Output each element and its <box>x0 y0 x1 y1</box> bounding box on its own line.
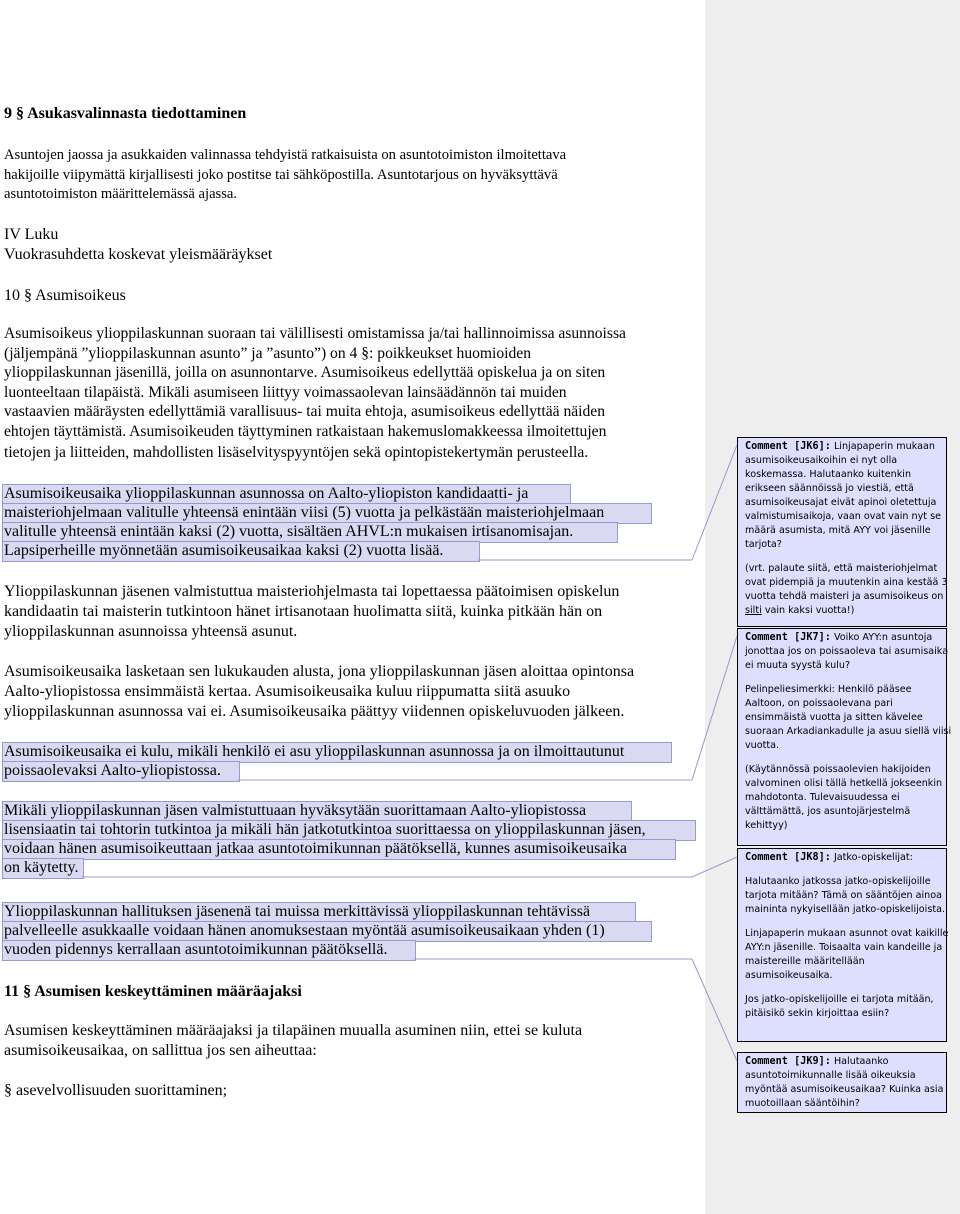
comment-tag: Comment [JK6]: <box>745 441 831 452</box>
connector-jk8 <box>692 857 737 877</box>
comment-tag: Comment [JK8]: <box>745 852 831 863</box>
comment-jk7[interactable] <box>737 628 952 846</box>
section-10-para1-line: luonteeltaan tilapäistä. Mikäli asumiseen liittyy voimassaolevan lainsäädännön tai muiden <box>4 383 567 401</box>
section-10-para5-line: poissaolevaksi Aalto-yliopistossa. <box>4 762 221 779</box>
comment-text: AYY:n jäsenille. Toisaalta vain kandeille ja <box>745 942 943 953</box>
comment-text: maininta nykyisellään jatko-opiskelijoista. <box>745 904 946 915</box>
section-10-para1-line: (jäljempänä ”ylioppilaskunnan asunto” ja ”asunto”) on 4 §: poikkeukset huomioiden <box>4 344 532 362</box>
section-10-para6-line: lisensiaatin tai tohtorin tutkintoa ja mikäli hän jatkotutkintoa suorittaessa on ylioppilaskunnan jäsen, <box>4 821 646 838</box>
section-10-para6-line: Mikäli ylioppilaskunnan jäsen valmistuttuaan hyväksytään suorittamaan Aalto-yliopistossa <box>4 802 587 819</box>
comment-text: vain kaksi vuotta!) <box>761 605 855 616</box>
comment-jk9[interactable] <box>737 1052 947 1113</box>
section-10-para4-line: ylioppilaskunnan asunnossa vai ei. Asumisoikeusaika päättyy viidennen opiskeluvuoden jälkeen. <box>4 703 625 720</box>
section-10-para2-line: maisteriohjelmaan valitulle yhteensä enintään viisi (5) vuotta ja pelkästään maisteriohjelmaan <box>4 504 605 521</box>
comment-jk6[interactable] <box>737 437 947 627</box>
section-11-line: Asumisen keskeyttäminen määräajaksi ja tilapäinen muualla asuminen niin, ettei se kuluta <box>4 1022 583 1039</box>
comment-text: tarjota? <box>745 539 782 550</box>
section-10-para1-line: Asumisoikeus ylioppilaskunnan suoraan tai välillisesti omistamissa ja/tai hallinnoimissa asunnoissa <box>4 325 626 342</box>
comment-text: mahdotonta. Tulevaisuudessa ei <box>745 792 900 803</box>
section-10-para7-line: vuoden pidennys kerrallaan asuntotoimikunnan päätöksellä. <box>4 941 388 958</box>
comment-text: valmistumisaikoja, vaan ovat vain nyt se <box>745 511 941 522</box>
comment-text: määrä asumista, mitä AYY voi jäsenille <box>745 525 931 536</box>
comment-text: Voiko AYY:n asuntoja <box>833 632 933 643</box>
comment-text: asumisoikeusaikoihin ei nyt olla <box>745 455 898 466</box>
section-10-para2-line: Asumisoikeusaika ylioppilaskunnan asunnossa on Aalto-yliopiston kandidaatti- ja <box>4 485 529 502</box>
section-10-para5-line: Asumisoikeusaika ei kulu, mikäli henkilö ei asu ylioppilaskunnan asunnossa ja on ilmoittautunut <box>4 743 625 760</box>
comment-jk8[interactable] <box>737 848 947 1042</box>
section-10-para2-line: Lapsiperheille myönnetään asumisoikeusaikaa kaksi (2) vuotta lisää. <box>4 542 444 559</box>
comment-text: (vrt. palaute siitä, että maisteriohjelmat <box>745 563 938 574</box>
section-10-para7-line: palvelleelle asukkaalle voidaan hänen anomuksestaan myöntää asumisoikeusaikaan yhden (1) <box>4 922 605 939</box>
comment-text: tarjota mitään? Tämä on sääntöjen ainoa <box>745 890 942 901</box>
chapter-title: Vuokrasuhdetta koskevat yleismääräykset <box>4 246 273 263</box>
comment-underlined-word: silti <box>745 605 762 616</box>
comment-text: vuotta. <box>745 740 780 751</box>
comment-text: välttämättä, jos asuntojärjestelmä <box>745 806 911 817</box>
comment-text: maistereille määritellään <box>745 956 865 967</box>
section-9-line: asuntotoimiston määrittelemässä ajassa. <box>4 186 238 202</box>
section-10-para3-line: ylioppilaskunnan asunnoissa yhteensä asunut. <box>4 623 298 640</box>
comment-text: koskemassa. Halutaanko kuitenkin <box>745 469 912 480</box>
comment-text: asumisoikeusaika. <box>745 970 833 981</box>
comment-text: Linjapaperin mukaan <box>833 441 935 452</box>
comment-text: muotoillaan sääntöihin? <box>745 1098 860 1109</box>
comment-text: kehittyy) <box>745 820 788 831</box>
comment-text: Halutaanko <box>833 1056 889 1067</box>
section-10-heading: 10 § Asumisoikeus <box>4 287 126 304</box>
section-9-heading: 9 § Asukasvalinnasta tiedottaminen <box>4 105 247 122</box>
section-10-para1-line: tietojen ja liitteiden, mahdollisten lisäselvityspyyntöjen sekä opintopistekertymän perusteella. <box>4 444 589 461</box>
comment-tag: Comment [JK9]: <box>745 1056 831 1067</box>
section-9-line: Asuntojen jaossa ja asukkaiden valinnassa tehdyistä ratkaisuista on asuntotoimiston ilmoitettava <box>4 147 567 163</box>
comment-text: suoraan Arkadiankadulle ja asuu siellä viisi <box>745 726 952 737</box>
comment-text: Jatko-opiskelijat: <box>833 852 913 863</box>
comment-text: myöntää asumisoikeusaikaa? Kuinka asia <box>745 1084 944 1095</box>
section-10-para1-line: ylioppilaskunnan jäsenillä, joilla on asunnontarve. Asumisoikeus edellyttää opiskelua ja on siten <box>4 364 606 381</box>
comment-text: Aaltoon, on poissaolevana pari <box>745 698 893 709</box>
section-10-para6-line: on käytetty. <box>4 859 79 876</box>
section-10-para3-line: Ylioppilaskunnan jäsenen valmistuttua maisteriohjelmasta tai lopettaessa päätoimisen opiskelun <box>4 583 620 600</box>
comment-text: Linjapaperin mukaan asunnot ovat kaikille <box>745 928 949 939</box>
section-11-list-item: § asevelvollisuuden suorittaminen; <box>4 1082 228 1099</box>
section-11-heading: 11 § Asumisen keskeyttäminen määräajaksi <box>4 983 302 1000</box>
section-9-line: hakijoille viipymättä kirjallisesti joko postitse tai sähköpostilla. Asuntotarjous on hyväksyttävä <box>4 166 558 183</box>
comment-text: ei muuta syystä kulu? <box>745 660 851 671</box>
connector-jk9 <box>692 959 737 1061</box>
section-10-para4-line: Asumisoikeusaika lasketaan sen lukukauden alusta, jona ylioppilaskunnan jäsen aloittaa opintonsa <box>4 663 635 680</box>
comment-tag: Comment [JK7]: <box>745 632 831 643</box>
comment-text: asumisoikeusajat eivät apinoi oletettuja <box>745 497 937 508</box>
comment-text: jonottaa jos on poissaoleva tai asumisaika <box>745 646 949 657</box>
chapter-number: IV Luku <box>4 226 59 243</box>
section-10-para6-line: voidaan hänen asumisoikeuttaan jatkaa asuntotoimikunnan päätöksellä, kunnes asumisoikeusaika <box>4 840 627 857</box>
comment-text: Halutaanko jatkossa jatko-opiskelijoille <box>745 876 931 887</box>
comment-text: pitäisikö sekin kirjoittaa esiin? <box>745 1008 890 1019</box>
comment-text: ensimmäistä vuotta ja sitten kävelee <box>745 712 923 723</box>
comment-text: asuntotoimikunnalle lisää oikeuksia <box>745 1070 916 1081</box>
section-10-para7-line: Ylioppilaskunnan hallituksen jäsenenä tai muissa merkittävissä ylioppilaskunnan tehtävissä <box>4 903 591 920</box>
comment-text: erikseen säännöissä jo viestiä, että <box>745 483 914 494</box>
connector-jk7 <box>692 636 737 780</box>
section-10-para4-line: Aalto-yliopistossa ensimmäistä kertaa. Asumisoikeusaika kuluu riippumatta siitä asuuko <box>4 683 571 700</box>
section-10-para1-line: ehtojen täyttämistä. Asumisoikeuden täyttyminen ratkaistaan hakemuslomakkeessa ilmoitettujen <box>4 422 607 440</box>
comment-text: valvominen olisi tällä hetkellä jokseenkin <box>745 778 943 789</box>
section-10-para2-line: valitulle yhteensä enintään kaksi (2) vuotta, sisältäen AHVL:n mukaisen irtisanomisajan. <box>4 523 574 540</box>
comment-text: Pelinpeliesimerkki: Henkilö pääsee <box>745 684 912 695</box>
connector-jk6 <box>692 445 737 560</box>
section-10-para1-line: vastaavien määräysten edellyttämiä varallisuus- tai muita ehtoja, asumisoikeus edellyttää näiden <box>4 403 606 420</box>
comment-text: Jos jatko-opiskelijoille ei tarjota mitään, <box>745 994 934 1005</box>
comment-text: ovat pidempiä ja muutenkin aina kestää 3 <box>745 577 948 588</box>
section-10-para3-line: kandidaatin tai maisterin tutkintoon hänet irtisanotaan huolimatta siitä, kuinka pitkään hän on <box>4 603 603 620</box>
comment-text: vuotta tehdä maisteri ja asumisoikeus on <box>745 591 944 602</box>
section-11-line: asumisoikeusaikaa, on sallittua jos sen aiheuttaa: <box>4 1042 317 1059</box>
comment-text: (Käytännössä poissaolevien hakijoiden <box>745 764 931 775</box>
